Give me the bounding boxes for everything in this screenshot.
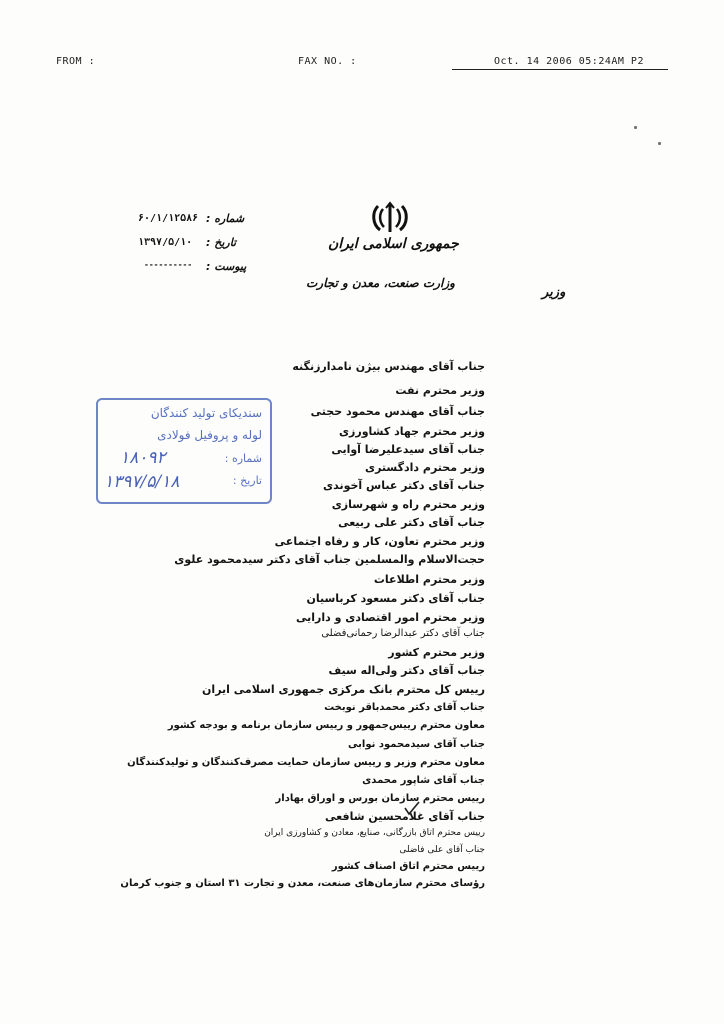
recipient-line: معاون محترم وزیر و رییس سازمان حمایت مصرف‌کنندگان و تولیدکنندگان	[127, 757, 485, 768]
recipient-line: جناب آقای مهندس بیژن نامدارزنگنه	[292, 360, 485, 373]
letterhead-minister: وزیر	[542, 285, 566, 300]
recipient-line: جناب آقای دکتر علی ربیعی	[338, 516, 485, 529]
date-value: ۱۳۹۷/۵/۱۰	[138, 237, 193, 248]
recipient-line: وزیر محترم تعاون، کار و رفاه اجتماعی	[274, 535, 485, 548]
recipient-line: وزیر محترم دادگستری	[364, 461, 485, 474]
stamp-number-value: ۱۸۰۹۲	[120, 448, 166, 468]
stamp-date-label: تاریخ :	[232, 474, 262, 487]
fax-from: FROM :	[56, 56, 96, 67]
recipient-line: جناب آقای سیدمحمود نوابی	[348, 739, 485, 750]
handwritten-check-icon	[403, 800, 421, 816]
fax-datetime: Oct. 14 2006 05:24AM P2	[494, 56, 644, 67]
stamp-line-2: لوله و پروفیل فولادی	[157, 428, 262, 442]
recipient-line: وزیر محترم جهاد کشاورزی	[338, 425, 485, 438]
recipient-line: رؤسای محترم سازمان‌های صنعت، معدن و تجارت ۳۱ استان و جنوب کرمان	[120, 878, 485, 889]
recipient-line: جناب آقای شاپور محمدی	[362, 775, 485, 786]
scan-speck	[634, 126, 637, 129]
recipient-line: جناب آقای دکتر ولی‌اله سیف	[328, 664, 485, 677]
date-label: تاریخ :	[206, 236, 237, 249]
recipient-line: وزیر محترم راه و شهرسازی	[331, 498, 485, 511]
recipient-line: وزیر محترم نفت	[395, 384, 485, 397]
receipt-stamp	[96, 398, 272, 504]
stamp-number-label: شماره :	[224, 452, 262, 465]
recipient-line: وزیر محترم اطلاعات	[373, 573, 485, 586]
attachment-label: پیوست :	[206, 260, 247, 273]
recipient-line: رییس محترم اتاق اصناف کشور	[331, 861, 485, 872]
recipient-line: حجت‌الاسلام والمسلمین جناب آقای دکتر سیدمحمود علوی	[174, 553, 485, 566]
stamp-line-1: سندیکای تولید کنندگان	[150, 406, 262, 420]
recipient-line: جناب آقای دکتر مسعود کرباسیان	[306, 592, 485, 605]
recipient-line: جناب آقای دکتر عباس آخوندی	[323, 479, 485, 492]
recipient-line: رییس کل محترم بانک مرکزی جمهوری اسلامی ایران	[202, 683, 485, 696]
letterhead-republic: جمهوری اسلامی ایران	[328, 236, 459, 252]
recipient-line: جناب آقای سیدعلیرضا آوایی	[331, 443, 485, 456]
recipient-line: معاون محترم رییس‌جمهور و رییس سازمان برنامه و بودجه کشور	[167, 720, 485, 731]
recipient-line: رییس محترم اتاق بازرگانی، صنایع، معادن و کشاورزی ایران	[264, 828, 485, 838]
stamp-date-value: ۱۳۹۷/۵/۱۸	[104, 472, 180, 492]
fax-number: FAX NO. :	[298, 56, 357, 67]
recipient-line: جناب آقای علی فاضلی	[399, 845, 485, 855]
attachment-value: ----------	[144, 260, 193, 269]
number-value: ۶۰/۱/۱۲۵۸۶	[138, 213, 199, 224]
recipient-line: جناب آقای مهندس محمود حجتی	[310, 405, 485, 418]
number-label: شماره :	[206, 212, 245, 225]
recipient-line: وزیر محترم امور اقتصادی و دارایی	[295, 611, 485, 624]
recipient-line: وزیر محترم کشور	[388, 646, 485, 659]
recipient-line: جناب آقای دکتر محمدباقر نوبخت	[324, 702, 485, 713]
letterhead-ministry: وزارت صنعت، معدن و تجارت	[306, 276, 455, 290]
fax-header-rule	[452, 69, 668, 70]
scan-speck	[658, 142, 661, 145]
recipient-line: رییس محترم سازمان بورس و اوراق بهادار	[275, 793, 485, 804]
recipient-line: جناب آقای دکتر عبدالرضا رحمانی‌فضلی	[321, 628, 485, 639]
iran-emblem-icon	[370, 200, 410, 236]
recipient-line: جناب آقای غلامحسین شافعی	[325, 810, 485, 823]
